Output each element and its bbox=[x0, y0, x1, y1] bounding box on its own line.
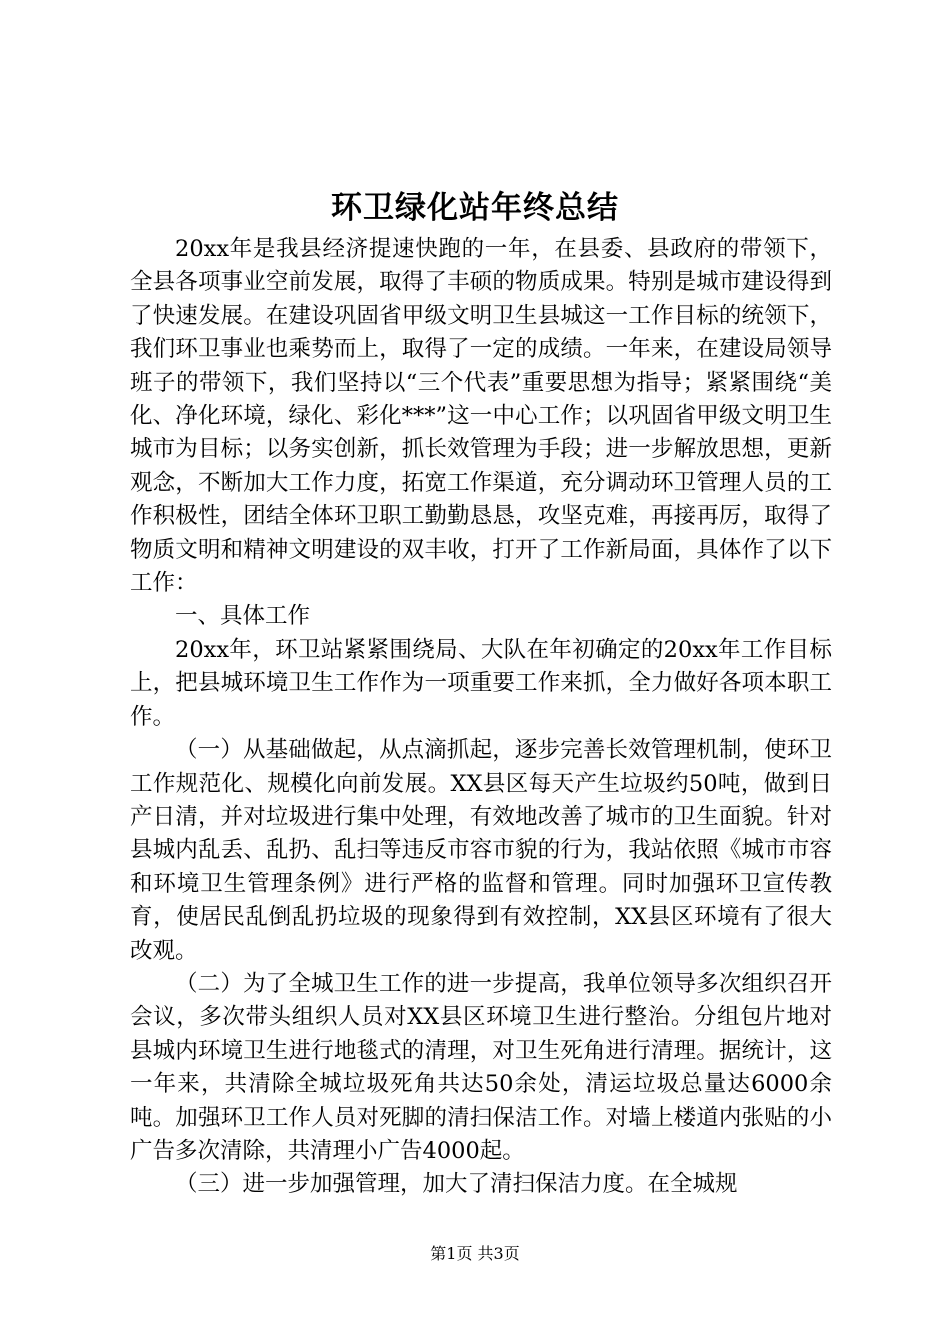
paragraph-intro: 20xx年是我县经济提速快跑的一年，在县委、县政府的带领下，全县各项事业空前发展，取得了丰硕的物质成果。特别是城市建设得到了快速发展。在建设巩固省甲级文明卫生县城这一工作目标的统领下，我们环卫事业也乘势而上，取得了一定的成绩。一年来，在建设局领导班子的带领下，我们坚持以“三个代表”重要思想为指导；紧紧围绕“美化、净化环境，绿化、彩化***”这一中心工作；以巩固省甲级文明卫生城市为目标；以务实创新，抓长效管理为手段；进一步解放思想，更新观念，不断加大工作力度，拓宽工作渠道，充分调动环卫管理人员的工作积极性，团结全体环卫职工勤勤恳恳，攻坚克难，再接再厉，取得了物质文明和精神文明建设的双丰收，打开了工作新局面，具体作了以下工作： bbox=[130, 236, 832, 597]
paragraph-item-3: （三）进一步加强管理，加大了清扫保洁力度。在全城规 bbox=[175, 1171, 738, 1198]
paragraph-item-2: （二）为了全城卫生工作的进一步提高，我单位领导多次组织召开会议，多次带头组织人员对XX县区环境卫生进行整治。分组包片地对县城内环境卫生进行地毯式的清理，对卫生死角进行清理。据统计，这一年来，共清除全城垃圾死角共达50余处，清运垃圾总量达6000余吨。加强环卫工作人员对死脚的清扫保洁工作。对墙上楼道内张贴的小广告多次清除，共清理小广告4000起。 bbox=[130, 970, 832, 1164]
paragraph-item-1: （一）从基础做起，从点滴抓起，逐步完善长效管理机制，使环卫工作规范化、规模化向前发展。XX县区每天产生垃圾约50吨，做到日产日清，并对垃圾进行集中处理，有效地改善了城市的卫生面貌。针对县城内乱丢、乱扔、乱扫等违反市容市貌的行为，我站依照《城市市容和环境卫生管理条例》进行严格的监督和管理。同时加强环卫宣传教育，使居民乱倒乱扔垃圾的现象得到有效控制，XX县区环境有了很大改观。 bbox=[130, 737, 832, 964]
paragraph-overview: 20xx年，环卫站紧紧围绕局、大队在年初确定的20xx年工作目标上，把县城环境卫生工作作为一项重要工作来抓，全力做好各项本职工作。 bbox=[130, 636, 832, 730]
document-body bbox=[130, 233, 832, 1202]
document-title: 环卫绿化站年终总结 bbox=[331, 190, 619, 226]
section-heading: 一、具体工作 bbox=[175, 603, 311, 630]
page-number-footer: 第1页 共3页 bbox=[430, 1244, 520, 1263]
